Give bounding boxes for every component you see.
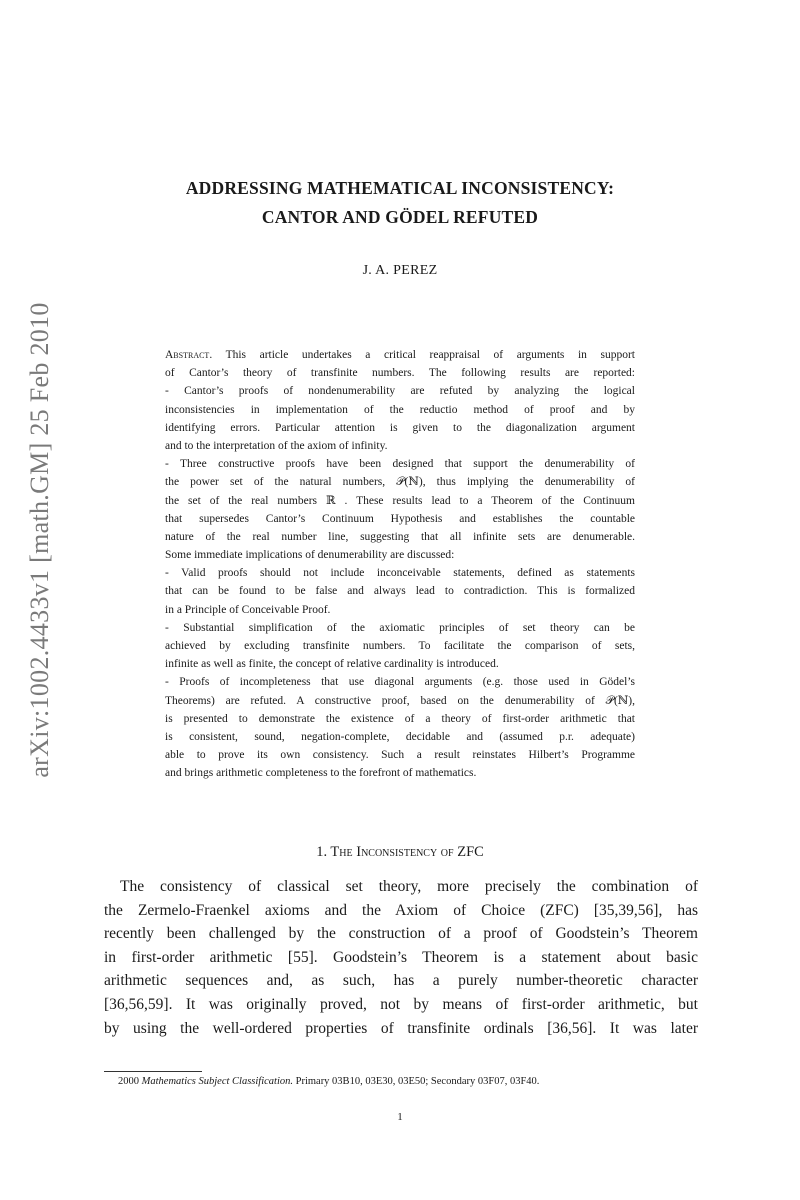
abstract-line: that supersedes Cantor’s Continuum Hypothesis and establishes the countable <box>165 512 635 525</box>
abstract-line: - Three constructive proofs have been designed that support the denumerability of <box>165 458 635 471</box>
abstract-line: inconsistencies in implementation of the reductio method of proof and by <box>165 403 635 416</box>
body-paragraph <box>104 875 698 1040</box>
abstract <box>165 346 635 783</box>
footnote-divider <box>104 1071 202 1072</box>
footnote <box>118 1076 539 1087</box>
abstract-line: achieved by excluding transfinite numbers. To facilitate the comparison of sets, <box>165 640 635 652</box>
abstract-line: - Valid proofs should not include inconceivable statements, defined as statements <box>165 567 635 580</box>
abstract-line: and to the interpretation of the axiom of infinity. <box>165 439 388 452</box>
abstract-line: able to prove its own consistency. Such a result reinstates Hilbert’s Programme <box>165 749 635 762</box>
abstract-line <box>165 346 635 364</box>
paper-title <box>100 174 700 232</box>
abstract-line: and brings arithmetic completeness to the forefront of mathematics. <box>165 767 477 780</box>
abstract-line: in a Principle of Conceivable Proof. <box>165 603 331 616</box>
abstract-line: identifying errors. Particular attention is given to the diagonalization argument <box>165 421 635 434</box>
body-line: recently been challenged by the construction of a proof of Goodstein’s Theorem <box>104 925 698 943</box>
body-line: [36,56,59]. It was originally proved, not by means of first-order arithmetic, but <box>104 995 698 1013</box>
title-line-1: ADDRESSING MATHEMATICAL INCONSISTENCY: <box>185 178 615 198</box>
footnote-label: Mathematics Subject Classification. <box>141 1076 293 1087</box>
footnote-text: Primary 03B10, 03E30, 03E50; Secondary 03F07, 03F40. <box>292 1076 540 1087</box>
abstract-line: Some immediate implications of denumerability are discussed: <box>165 549 455 562</box>
body-line: arithmetic sequences and, as such, has a purely number-theoretic character <box>104 972 698 990</box>
page-number: 1 <box>397 1111 403 1123</box>
body-line: in first-order arithmetic [55]. Goodstein’s Theorem is a statement about basic <box>104 948 698 966</box>
abstract-line: nature of the real number line, suggesting that all infinite sets are denumerable. <box>165 530 635 543</box>
footnote-year: 2000 <box>118 1076 139 1087</box>
abstract-line: is consistent, sound, negation-complete, decidable and (assumed p.r. adequate) <box>165 730 635 743</box>
abstract-line: that can be found to be false and always lead to contradiction. This is formalized <box>165 585 635 598</box>
abstract-line: infinite as well as finite, the concept of relative cardinality is introduced. <box>165 658 499 671</box>
body-line: The consistency of classical set theory, more precisely the combination of <box>120 878 698 895</box>
abstract-line: is presented to demonstrate the existence of a theory of first-order arithmetic that <box>165 712 635 725</box>
body-line: by using the well-ordered properties of transfinite ordinals [36,56]. It was later <box>104 1019 698 1037</box>
body-line: the Zermelo-Fraenkel axioms and the Axiom of Choice (ZFC) [35,39,56], has <box>104 901 698 919</box>
abstract-line: of Cantor’s theory of transfinite numbers. The following results are reported: <box>165 367 635 380</box>
abstract-line-text: This article undertakes a critical reappraisal of arguments in support <box>212 349 635 361</box>
abstract-line: - Substantial simplification of the axiomatic principles of set theory can be <box>165 621 635 634</box>
section-heading: 1. The Inconsistency of ZFC <box>316 844 484 860</box>
abstract-line: the set of the real numbers ℝ . These results lead to a Theorem of the Continuum <box>165 494 635 507</box>
abstract-line: - Proofs of incompleteness that use diagonal arguments (e.g. those used in Gödel’s <box>165 676 635 689</box>
title-line-2: CANTOR AND GÖDEL REFUTED <box>261 207 539 227</box>
abstract-line: the power set of the natural numbers, 𝒫(ℕ), thus implying the denumerability of <box>165 476 635 489</box>
abstract-line: - Cantor’s proofs of nondenumerability are refuted by analyzing the logical <box>165 385 635 398</box>
arxiv-identifier-stamp: arXiv:1002.4433v1 [math.GM] 25 Feb 2010 <box>25 302 54 778</box>
author-name: J. A. PEREZ <box>362 263 438 278</box>
abstract-label: Abstract. <box>165 349 213 361</box>
abstract-line: Theorems) are refuted. A constructive proof, based on the denumerability of 𝒫(ℕ), <box>165 694 635 707</box>
